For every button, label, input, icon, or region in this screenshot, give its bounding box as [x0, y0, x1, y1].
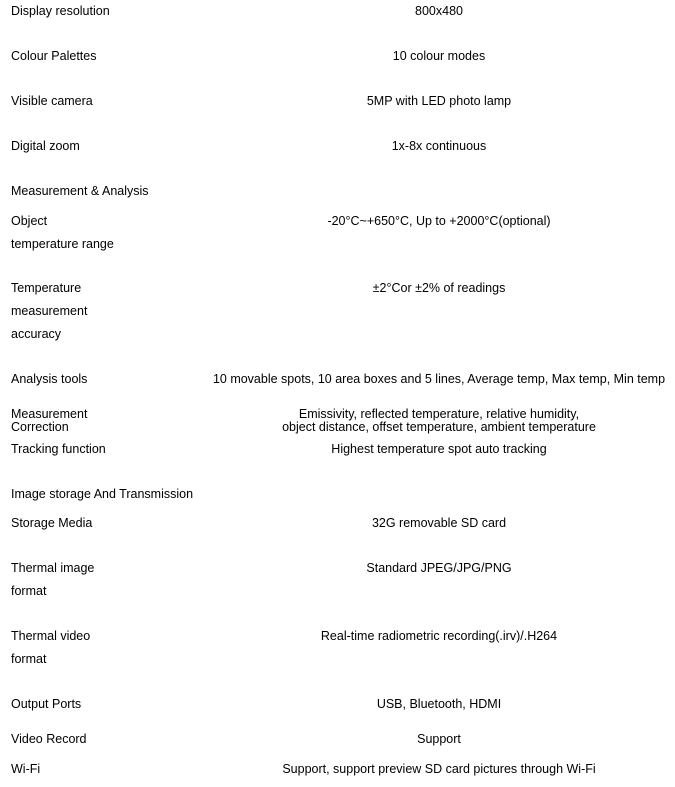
spec-value: Standard JPEG/JPG/PNG [366, 561, 512, 575]
spec-value: 800x480 [415, 4, 463, 18]
spec-label: Tracking function [11, 442, 106, 456]
spec-label: Wi-Fi [11, 762, 41, 776]
spec-value: Support, support preview SD card pictures through Wi-Fi [282, 762, 596, 776]
spec-value: 5MP with LED photo lamp [366, 94, 512, 108]
spec-value: USB, Bluetooth, HDMI [376, 697, 502, 711]
spec-value: Support [417, 732, 461, 746]
spec-label: Colour Palettes [11, 49, 97, 63]
spec-label: Output Ports [11, 697, 82, 711]
section-header-measurement: Measurement & Analysis [11, 184, 149, 198]
spec-label: Temperature measurement accuracy [11, 281, 88, 341]
spec-value: Emissivity, reflected temperature, relative humidity, object distance, offset temperature, ambient temperature [282, 407, 596, 434]
spec-value: 1x-8x continuous [391, 139, 487, 153]
spec-label: Analysis tools [11, 372, 88, 386]
spec-value: 10 movable spots, 10 area boxes and 5 lines, Average temp, Max temp, Min temp [212, 372, 666, 386]
spec-label: Thermal video format [11, 629, 91, 666]
spec-value: Highest temperature spot auto tracking [331, 442, 547, 456]
spec-value: -20°C~+650°C, Up to +2000°C(optional) [327, 214, 551, 228]
spec-value: ±2°Cor ±2% of readings [372, 281, 506, 295]
spec-value: 32G removable SD card [371, 516, 507, 530]
spec-label: Object temperature range [11, 214, 114, 251]
section-header-storage: Image storage And Transmission [11, 487, 194, 501]
spec-label: Measurement Correction [11, 407, 88, 434]
spec-label: Thermal image format [11, 561, 95, 598]
spec-value: Real-time radiometric recording(.irv)/.H264 [320, 629, 558, 643]
spec-label: Video Record [11, 732, 87, 746]
spec-label: Visible camera [11, 94, 93, 108]
spec-label: Display resolution [11, 4, 110, 18]
spec-label: Storage Media [11, 516, 93, 530]
spec-label: Digital zoom [11, 139, 80, 153]
spec-value: 10 colour modes [392, 49, 486, 63]
